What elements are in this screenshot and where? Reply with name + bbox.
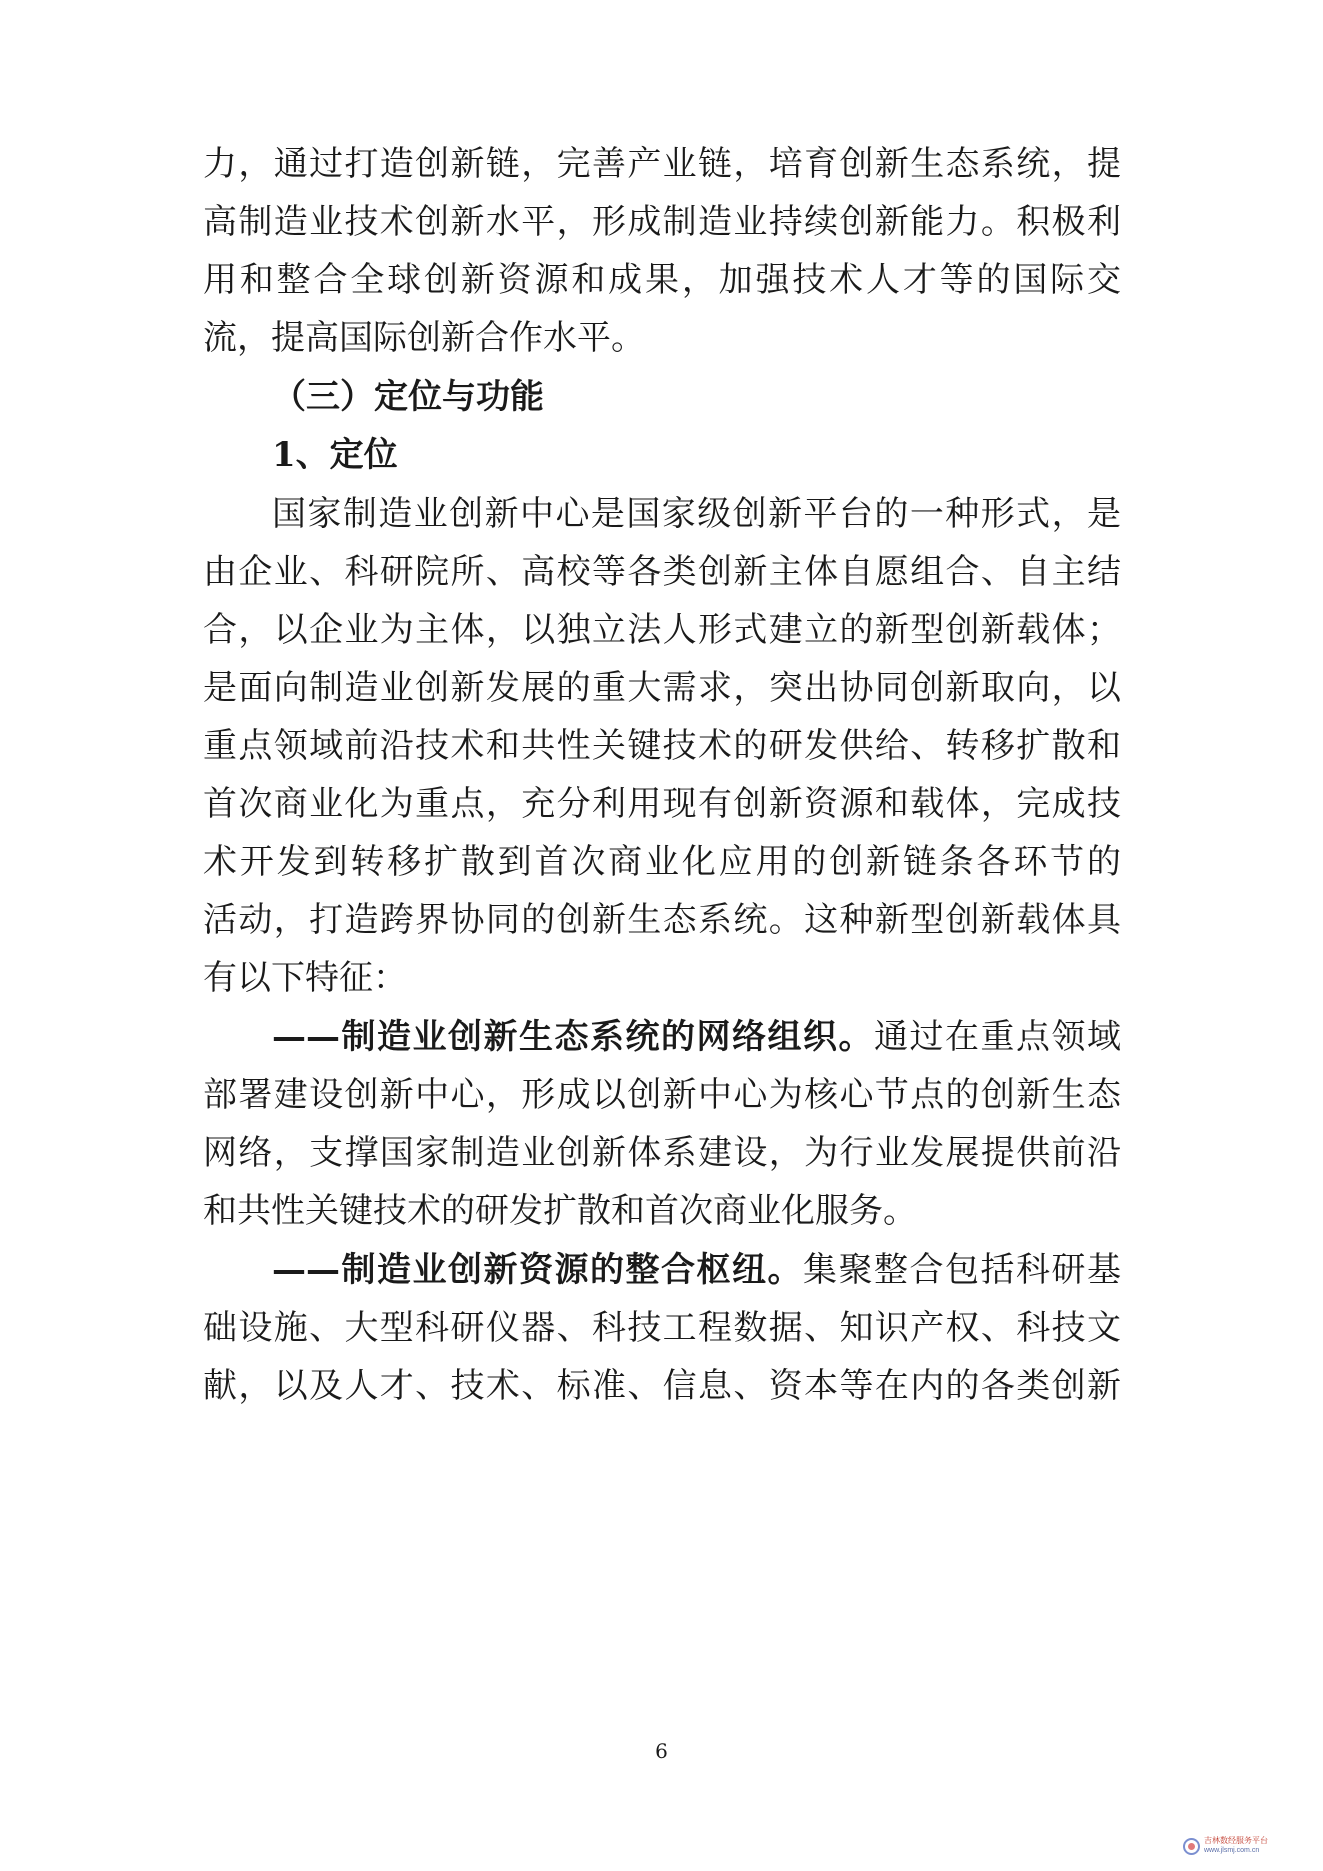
text-line: 高制造业技术创新水平，形成制造业持续创新能力。积极利 <box>203 202 1121 242</box>
feature-lead: ——制造业创新生态系统的网络组织。 <box>272 1017 874 1057</box>
subsection-heading: 1、定位 <box>272 435 398 475</box>
watermark <box>1183 1833 1309 1859</box>
section-heading: （三）定位与功能 <box>272 377 544 417</box>
text-line: 国家制造业创新中心是国家级创新平台的一种形式，是 <box>272 494 1121 534</box>
feature-line-first <box>272 1245 1121 1295</box>
text-line: 网络，支撑国家制造业创新体系建设，为行业发展提供前沿 <box>203 1133 1121 1173</box>
text-line: 是面向制造业创新发展的重大需求，突出协同创新取向，以 <box>203 668 1121 708</box>
text-line: 力，通过打造创新链，完善产业链，培育创新生态系统，提 <box>203 144 1121 184</box>
text-line: 础设施、大型科研仪器、科技工程数据、知识产权、科技文 <box>203 1308 1121 1348</box>
text-line: 用和整合全球创新资源和成果，加强技术人才等的国际交 <box>203 260 1121 300</box>
text-line: 有以下特征： <box>203 958 407 998</box>
text-line: 和共性关键技术的研发扩散和首次商业化服务。 <box>203 1191 917 1231</box>
text-line: 重点领域前沿技术和共性关键技术的研发供给、转移扩散和 <box>203 726 1121 766</box>
watermark-url: www.jlsmj.com.cn <box>1204 1847 1260 1854</box>
watermark-title: 吉林数经服务平台 <box>1204 1836 1268 1845</box>
page-number: 6 <box>655 1739 668 1763</box>
feature-lead: ——制造业创新资源的整合枢纽。 <box>272 1250 803 1290</box>
text-line: 术开发到转移扩散到首次商业化应用的创新链条各环节的 <box>203 842 1121 882</box>
text-line: 由企业、科研院所、高校等各类创新主体自愿组合、自主结 <box>203 552 1121 592</box>
feature-text: 集聚整合包括科研基 <box>803 1250 1121 1290</box>
text-line: 流，提高国际创新合作水平。 <box>203 318 645 358</box>
text-line: 活动，打造跨界协同的创新生态系统。这种新型创新载体具 <box>203 900 1121 940</box>
feature-text: 通过在重点领域 <box>874 1017 1121 1057</box>
text-line: 部署建设创新中心，形成以创新中心为核心节点的创新生态 <box>203 1075 1121 1115</box>
text-line: 献，以及人才、技术、标准、信息、资本等在内的各类创新 <box>203 1366 1121 1406</box>
text-line: 合，以企业为主体，以独立法人形式建立的新型创新载体； <box>203 610 1121 650</box>
watermark-logo-icon <box>1183 1838 1200 1855</box>
feature-line-first <box>272 1012 1121 1062</box>
text-line: 首次商业化为重点，充分利用现有创新资源和载体，完成技 <box>203 784 1121 824</box>
